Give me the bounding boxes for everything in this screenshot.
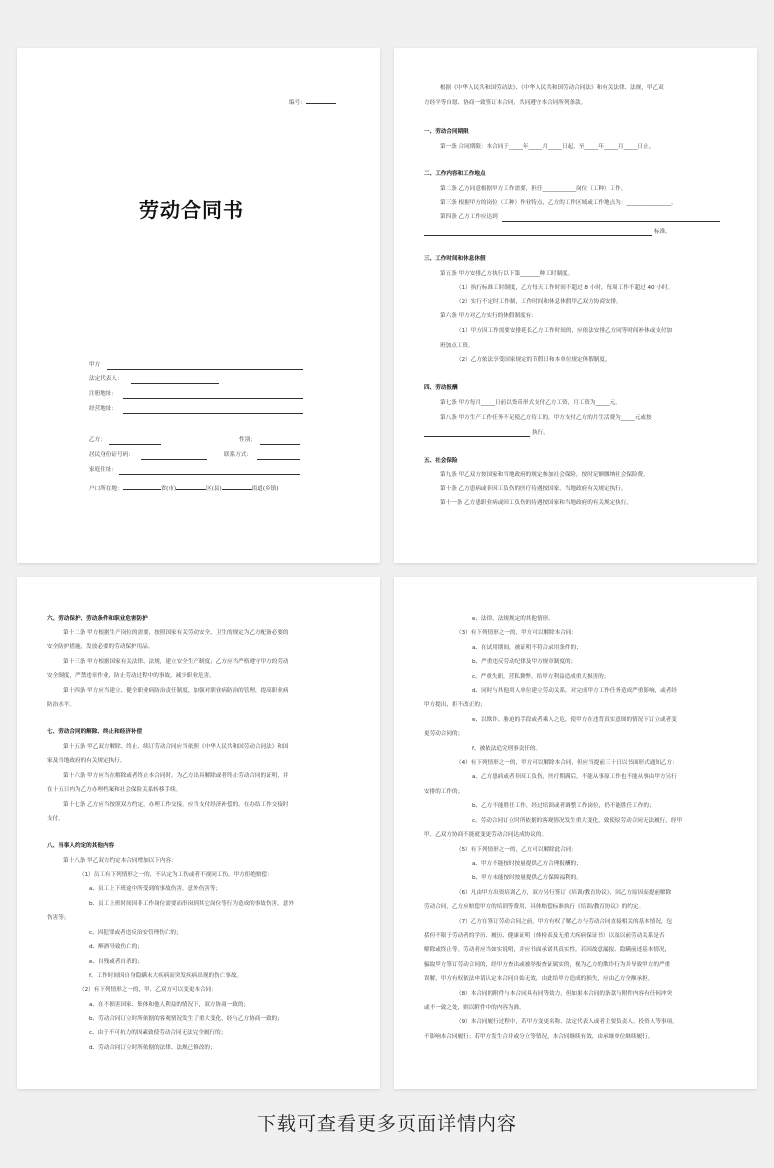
reg-address-field[interactable] xyxy=(123,398,303,399)
clause: 不影响本合同履行；若甲方发生合并或分立等情况，本合同继续有效，由承继单位继续履行。 xyxy=(424,1034,654,1040)
biz-address-field[interactable] xyxy=(123,413,303,414)
contract-page-2 xyxy=(394,48,757,563)
party-b-field[interactable] xyxy=(109,444,161,445)
clause-item: d、同时与其他用人单位建立劳动关系，对完成甲方工作任务造成严重影响，或者经 xyxy=(472,688,677,694)
clause: （5）有下列情形之一的，乙方可以解除此合同： xyxy=(456,847,578,853)
gender-label: 性别： xyxy=(239,437,256,443)
clause: 解除或终止等。劳动者应当如实说明，并应书面承诺其真实性。若因故意漏报、隐瞒前述基本情况， xyxy=(424,947,671,953)
article: 第一条 合同期限：本合同于_____年_____月_____日起，至_____年_____月_____日止。 xyxy=(440,144,655,150)
clause-item: 甲方提出，拒不改正的； xyxy=(424,702,486,708)
article: 第四条 乙方工作应达到 xyxy=(440,214,498,220)
clause: 或不一致之处，则以附件中的内容为准。 xyxy=(424,1005,525,1011)
contact-label: 联系方式： xyxy=(224,452,252,458)
clause-item: e、自残或者自杀的； xyxy=(89,959,143,965)
section-heading: 六、劳动保护、劳动条件和职业危害防护 xyxy=(47,616,148,622)
standard-field[interactable] xyxy=(502,221,720,222)
clause: 括但不限于劳动者的学历、履历、健康证明（体检表及无重大疾病保证书）以及以前劳动关系是否 xyxy=(424,933,665,939)
clause-item: 伤害等； xyxy=(47,915,70,921)
section-heading: 八、当事人约定的其他内容 xyxy=(47,843,115,849)
clause: （9）本合同履行过程中，若甲方变更名称、法定代表人或者主要负责人、投资人等事项， xyxy=(456,1019,678,1025)
section-heading: 四、劳动报酬 xyxy=(424,385,458,391)
section-heading: 三、工作时间和休息休假 xyxy=(424,256,486,262)
clause: （6）凡由甲方出资培训乙方，双方另行签订《培训/教育协议》，因乙方原因而提前解除 xyxy=(456,890,672,896)
clause: （1）甲方因工作需要安排延长乙方工作时间的，应依法安排乙方同等时间补休或支付加 xyxy=(456,328,673,334)
clause: 班加点工资。 xyxy=(440,343,474,349)
article: 标准。 xyxy=(654,229,671,235)
number-label: 编号： xyxy=(289,97,336,107)
article: 第十条 乙方患病或非因工负伤的医疗待遇按国家、当地政府有关规定执行。 xyxy=(440,486,627,492)
clause-item: c、严重失职，营私舞弊，给甲方利益造成重大损害的； xyxy=(472,674,610,680)
contract-title: 劳动合同书 xyxy=(139,198,244,222)
clause-item: e、法律、法规规定的其他情形。 xyxy=(472,616,554,622)
biz-address-label: 经营地址： xyxy=(89,406,117,412)
clause: （7）乙方在签订劳动合同之前，甲方有权了解乙方与劳动合同直接相关的基本情况，包 xyxy=(456,919,673,925)
clause: （1）执行标准工时制度，乙方每天工作时间不超过 8 小时，每周工作不超过 40 小时。 xyxy=(456,285,674,291)
clause-item: b、员工上班时间因非工作岗位需要而串岗到其它岗位等行为造成的事故伤害，意外 xyxy=(89,901,294,907)
article: 第五条 甲方安排乙方执行以下第_______种工时制度。 xyxy=(440,271,574,277)
clause-item: f、工作时间因自身隐瞒未大疾病而突发疾病出现的伤亡事故。 xyxy=(89,973,243,979)
intro-line: 根据《中华人民共和国劳动法》、《中华人民共和国劳动合同法》和有关法律、法规，甲乙双 xyxy=(440,85,664,91)
party-a-label: 甲方 xyxy=(89,362,101,368)
reg-address-label: 注册地址： xyxy=(89,391,117,397)
clause: （8）本合同的附件与本合同具有同等效力，但如果本合同的条款与附件内容有任何冲突 xyxy=(456,991,673,997)
living-allowance-field[interactable] xyxy=(424,436,530,437)
clause-item: e、以欺诈、胁迫的手段或者乘人之危，使甲方在违背真实意图的情况下订立或者变 xyxy=(472,717,677,723)
article: 第八条 甲方生产工作任务不足使乙方待工的，甲方支付乙方的月生活费为_____元或按 xyxy=(440,415,652,421)
article: 第十二条 甲方根据生产岗位的需要，按照国家有关劳动安全、卫生的规定为乙方配备必要的 xyxy=(63,630,289,636)
clause-item: f、被依法追究刑事责任的。 xyxy=(472,746,542,752)
contract-page-3 xyxy=(17,577,380,1089)
clause-item: a、在不损害国家、集体和他人利益的情况下，双方协商一致的； xyxy=(89,1002,250,1008)
clause-item: a、甲方不能按时按量提供乙方合理报酬的； xyxy=(472,861,582,867)
article: 防治水平。 xyxy=(47,702,75,708)
party-b-label: 乙方： xyxy=(89,437,106,443)
clause-item: b、乙方不能胜任工作，经过培训或者调整工作岗位，仍不能胜任工作的； xyxy=(472,803,655,809)
contact-field[interactable] xyxy=(257,459,300,460)
party-a-field[interactable] xyxy=(107,369,303,370)
clause-item: 安排的工作的； xyxy=(424,789,464,795)
clause-item: 甲、乙双方协商不能就变更劳动合同达成协议的。 xyxy=(424,832,548,838)
article: 支付。 xyxy=(47,816,64,822)
article: 在十五日内为乙方办理档案和社会保险关系转移手续。 xyxy=(47,787,182,793)
clause-item: b、严重违反劳动纪律及甲方规章制度的； xyxy=(472,659,577,665)
article: 执行。 xyxy=(532,430,549,436)
clause: 骗取甲方签订劳动合同的，经甲方查出或被举报查证属实的，视为乙方的欺诈行为并导致甲方的严重 xyxy=(424,962,671,968)
article: 安全防护措施，发放必要的劳动保护用品。 xyxy=(47,644,154,650)
cover-page xyxy=(17,48,380,563)
article: 第十三条 甲方根据国家有关法律、法规，建立安全生产制度；乙方应当严格遵守甲方的劳动 xyxy=(63,659,289,665)
clause-item: a、员工上下班途中所受到的事故伤害，意外伤害等； xyxy=(89,886,222,892)
legal-rep-field[interactable] xyxy=(131,383,219,384)
section-heading: 五、社会保险 xyxy=(424,458,458,464)
article: 第十七条 乙方应当按照双方约定，办理工作交接。应当支付经济补偿的，在办结工作交接时 xyxy=(63,802,289,808)
clause-item: a、乙方患病或者非因工负伤，医疗期满后，不能从事原工作也不能从事由甲方另行 xyxy=(472,774,677,780)
clause-item: c、劳动合同订立时所依据的客观情况发生重大变化，致使原劳动合同无法履行，经甲 xyxy=(472,818,683,824)
home-field[interactable] xyxy=(119,474,300,475)
article: 第九条 甲乙双方按国家和当地政府的规定参加社会保险，按时足额缴纳社会保险费。 xyxy=(440,472,649,478)
article: 第七条 甲方每月_____日前以货币形式支付乙方工资，月工资为_____元。 xyxy=(440,400,621,406)
article: 第十六条 甲方应当在解除或者终止本合同时，为乙方出具解除或者终止劳动合同的证明，并 xyxy=(63,773,289,779)
article: 安全制度，严禁违章作业，防止劳动过程中的事故，减少职业危害。 xyxy=(47,673,215,679)
clause: （2）实行不定时工作制，工作时间和休息休假甲乙双方协商安排。 xyxy=(456,299,622,305)
id-card-label: 居民身份证号码： xyxy=(89,452,134,458)
id-card-field[interactable] xyxy=(141,459,207,460)
article: 第二条 乙方同意根据甲方工作需要，担任____________岗位（工种）工作。 xyxy=(440,186,627,192)
clause: （4）有下列情形之一的，甲方可以解除本合同，但应当提前三十日以书面形式通知乙方： xyxy=(456,760,678,766)
standard-field-cont[interactable] xyxy=(424,235,652,236)
article: 第十一条 乙方患职业病或因工负伤的待遇按国家和当地政府的有关规定执行。 xyxy=(440,500,632,506)
clause-item: 更劳动合同的； xyxy=(424,731,464,737)
download-more-link[interactable]: 下载可查看更多页面详情内容 xyxy=(256,1113,517,1135)
contract-page-4 xyxy=(394,577,757,1089)
section-heading: 二、工作内容和工作地点 xyxy=(424,171,486,177)
clause-item: a、在试用期间，被证明不符合录用条件的； xyxy=(472,645,582,651)
clause-item: b、劳动合同订立时所依据的客观情况发生了重大变化，经与乙方协商一致的； xyxy=(89,1016,283,1022)
hukou-label: 户口所在地： 省(市) 区(县) 街道(乡镇) xyxy=(89,483,278,493)
article: 家及当地政府的有关规定执行。 xyxy=(47,758,126,764)
article: 第十五条 甲乙双方解除、终止、续订劳动合同应当依照《中华人民共和国劳动合同法》和国 xyxy=(63,744,289,750)
clause-item: d、醉酒导致伤亡的； xyxy=(89,944,143,950)
clause: 误解，甲方有权依法申请认定本合同自始无效，由此给甲方造成的损失，应由乙方全额承担。 xyxy=(424,976,654,982)
clause-item: b、甲方未能按时按量提供乙方保障福利的。 xyxy=(472,875,582,881)
clause: （2）有下列情形之一的，甲、乙双方可以变更本合同： xyxy=(79,987,217,993)
clause: （2）乙方依法享受国家规定的节假日和本单位规定休假制度。 xyxy=(456,357,611,363)
section-heading: 七、劳动合同的解除、终止和经济补偿 xyxy=(47,729,143,735)
intro-line: 方经平等自愿、协商一致签订本合同，共同遵守本合同所列条款。 xyxy=(424,100,587,106)
clause: （1）员工有下列情形之一的，不认定为工伤或者不视同工伤，甲方拒绝赔偿： xyxy=(79,872,273,878)
article: 第六条 甲方对乙方实行的休假制度有： xyxy=(440,313,537,319)
legal-rep-label: 法定代表人： xyxy=(89,376,123,382)
article: 第三条 根据甲方的岗位（工种）作业特点，乙方的工作区域或工作地点为：________________。 xyxy=(440,200,677,206)
section-heading: 一、劳动合同期限 xyxy=(424,129,469,135)
article: 第十八条 甲乙双方约定本合同增加以下内容： xyxy=(63,858,177,864)
home-label: 家庭住址： xyxy=(89,467,117,473)
article: 第十四条 甲方应当建立、健全职业病防治责任制度，加强对职业病防治的管理，提高职业病 xyxy=(63,688,289,694)
clause: （3）有下列情形之一的，甲方可以解除本合同： xyxy=(456,630,578,636)
clause-item: c、由于不可抗力的因素致使劳动合同无法完全履行的； xyxy=(89,1030,227,1036)
gender-field[interactable] xyxy=(260,444,300,445)
clause-item: d、劳动合同订立时所依据的法律、法规已修改的； xyxy=(89,1045,216,1051)
clause: 劳动合同，乙方应赔偿甲方的培训等费用，具体赔偿标准执行《培训/教育协议》的约定。 xyxy=(424,904,645,910)
clause-item: c、因犯罪或者违反治安管理伤亡的； xyxy=(89,930,182,936)
